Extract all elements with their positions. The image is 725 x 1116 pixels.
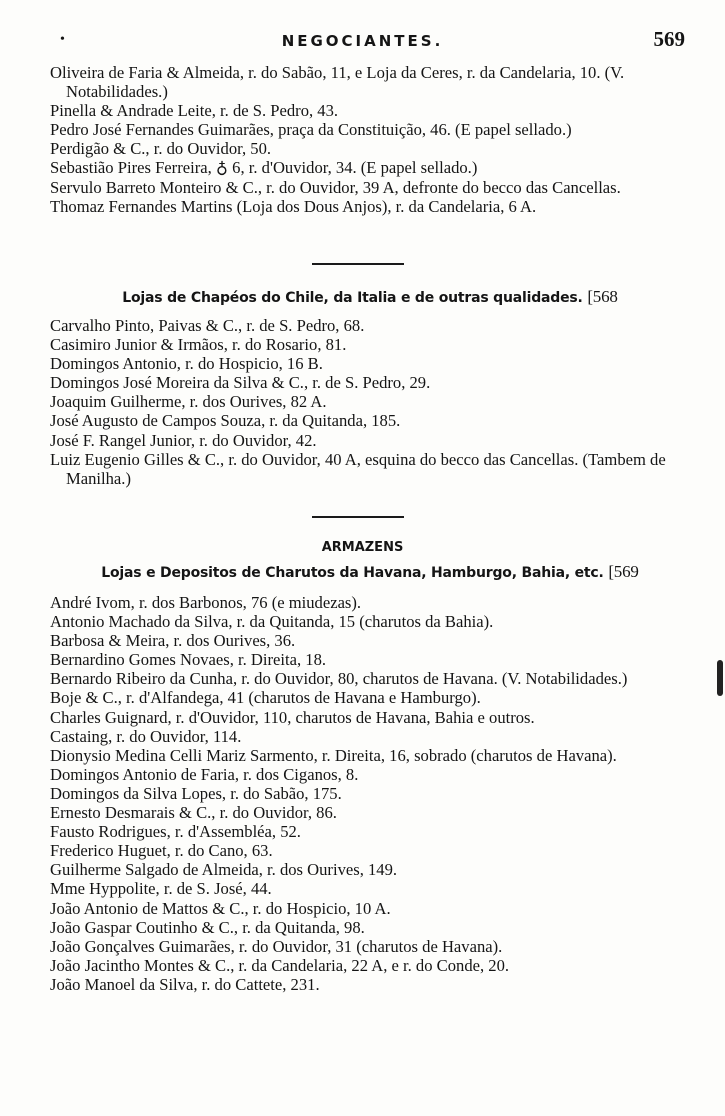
heading-text: Lojas de Chapéos do Chile, da Italia e de outras qualidades. [122, 290, 583, 306]
directory-entry: Frederico Huguet, r. do Cano, 63. [50, 841, 273, 861]
directory-entry: Joaquim Guilherme, r. dos Ourives, 82 A. [50, 392, 327, 412]
directory-entry: Charles Guignard, r. d'Ouvidor, 110, charutos de Havana, Bahia e outros. [50, 707, 535, 727]
directory-entry: Bernardo Ribeiro da Cunha, r. do Ouvidor, 80, charutos de Havana. (V. Notabilidades.) [50, 669, 628, 689]
directory-entry: Dionysio Medina Celli Mariz Sarmento, r. Direita, 16, sobrado (charutos de Havana). [50, 745, 617, 765]
directory-entry: Domingos Antonio, r. do Hospicio, 16 B. [50, 354, 323, 374]
section-heading-charutos [40, 562, 700, 583]
directory-entry: João Manoel da Silva, r. do Cattete, 231. [50, 974, 320, 994]
directory-entry: Fausto Rodrigues, r. d'Assembléa, 52. [50, 822, 301, 842]
directory-entry: Carvalho Pinto, Paivas & C., r. de S. Pedro, 68. [50, 316, 365, 335]
directory-entry: Servulo Barreto Monteiro & C., r. do Ouvidor, 39 A, defronte do becco das Cancellas. [50, 177, 621, 197]
running-title: NEGOCIANTES. [281, 32, 444, 50]
directory-entry: Luiz Eugenio Gilles & C., r. do Ouvidor, 40 A, esquina do becco das Cancellas. (Tambem de Manilha.) [50, 449, 666, 488]
directory-entry: Thomaz Fernandes Martins (Loja dos Dous Anjos), r. da Candelaria, 6 A. [50, 196, 537, 216]
directory-entry: André Ivom, r. dos Barbonos, 76 (e miudezas). [50, 593, 362, 612]
directory-entry: João Antonio de Mattos & C., r. do Hospicio, 10 A. [50, 898, 391, 918]
directory-entry: Barbosa & Meira, r. dos Ourives, 36. [50, 631, 296, 651]
section-charutos-list [50, 593, 690, 994]
directory-entry: José F. Rangel Junior, r. do Ouvidor, 42. [50, 430, 317, 450]
directory-entry: Ernesto Desmarais & C., r. do Ouvidor, 86. [50, 803, 337, 823]
directory-entry: Domingos da Silva Lopes, r. do Sabão, 175. [50, 783, 342, 803]
directory-entry: Pedro José Fernandes Guimarães, praça da Constituição, 46. (E papel sellado.) [50, 120, 572, 140]
directory-entry: Castaing, r. do Ouvidor, 114. [50, 726, 242, 746]
heading-ref: [569 [608, 562, 639, 581]
directory-entry: Boje & C., r. d'Alfandega, 41 (charutos de Havana e Hamburgo). [50, 688, 481, 708]
directory-entry: Sebastião Pires Ferreira, ♁ 6, r. d'Ouvidor, 34. (E papel sellado.) [50, 158, 478, 178]
directory-entry: João Gonçalves Guimarães, r. do Ouvidor, 31 (charutos de Havana). [50, 936, 503, 956]
directory-entry: Casimiro Junior & Irmãos, r. do Rosario, 81. [50, 335, 347, 355]
directory-entry: Guilherme Salgado de Almeida, r. dos Ourives, 149. [50, 860, 398, 880]
page-number: 569 [653, 27, 685, 51]
directory-entry: Bernardino Gomes Novaes, r. Direita, 18. [50, 650, 327, 670]
directory-entry: Pinella & Andrade Leite, r. de S. Pedro, 43. [50, 101, 339, 121]
margin-mark [717, 660, 723, 696]
section-divider [312, 516, 404, 518]
section-divider [312, 263, 404, 265]
page-header [0, 27, 725, 54]
section-chapeos-list [50, 316, 690, 488]
directory-entry: Domingos José Moreira da Silva & C., r. de S. Pedro, 29. [50, 373, 431, 393]
directory-entry: Antonio Machado da Silva, r. da Quitanda, 15 (charutos da Bahia). [50, 612, 494, 632]
section-heading-chapeos [40, 287, 700, 308]
directory-entry: Domingos Antonio de Faria, r. dos Ciganos, 8. [50, 764, 359, 784]
directory-entry: Perdigão & C., r. do Ouvidor, 50. [50, 139, 272, 159]
directory-entry: João Jacintho Montes & C., r. da Candelaria, 22 A, e r. do Conde, 20. [50, 955, 510, 975]
corner-mark: • [60, 32, 65, 47]
directory-entry: Oliveira de Faria & Almeida, r. do Sabão, 11, e Loja da Ceres, r. da Candelaria, 10. (V. Notabilidades.) [50, 63, 625, 102]
heading-ref: [568 [587, 287, 618, 306]
section-negociantes-list [50, 63, 690, 216]
directory-entry: João Gaspar Coutinho & C., r. da Quitanda, 98. [50, 917, 365, 937]
directory-entry: José Augusto de Campos Souza, r. da Quitanda, 185. [50, 411, 401, 431]
heading-text: Lojas e Depositos de Charutos da Havana, Hamburgo, Bahia, etc. [101, 565, 604, 581]
directory-entry: Mme Hyppolite, r. de S. José, 44. [50, 879, 272, 899]
section-title-armazens: ARMAZENS [321, 540, 404, 555]
